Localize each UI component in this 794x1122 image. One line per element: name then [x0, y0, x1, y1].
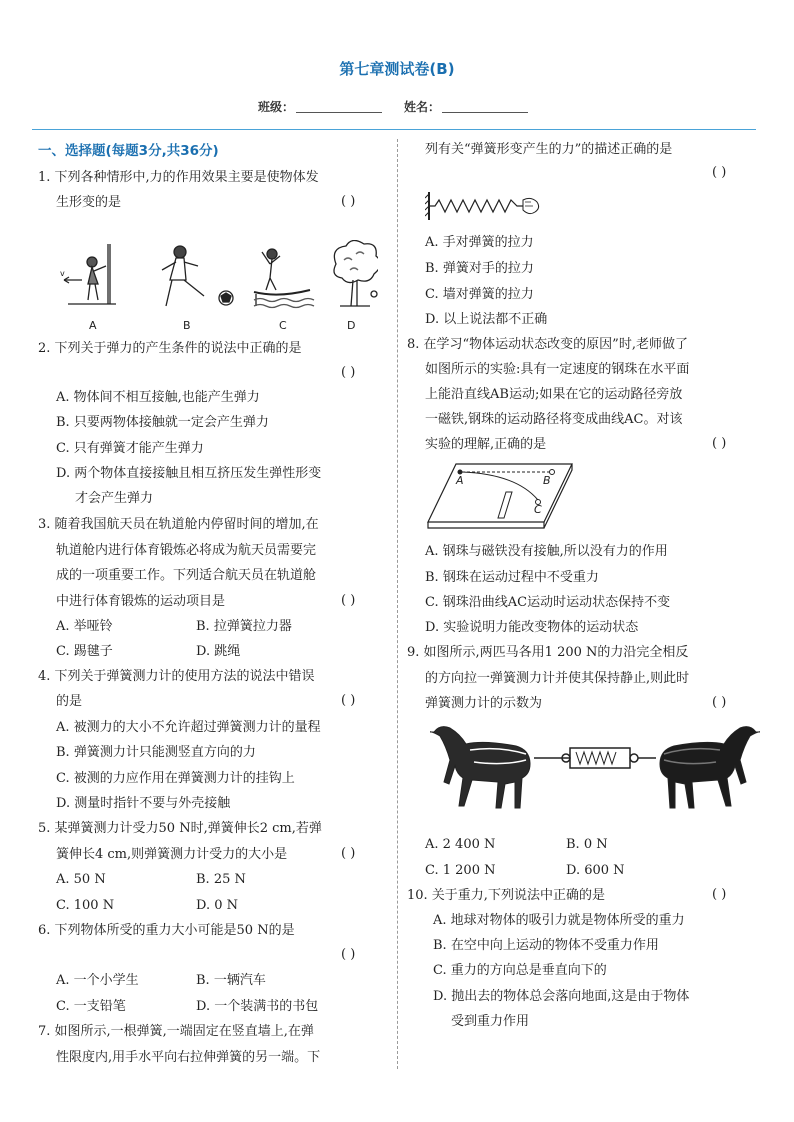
- q8-fig-label-b: B: [543, 474, 551, 487]
- q4-stem-line1: 4. 下列关于弹簧测力计的使用方法的说法中错误: [38, 669, 315, 684]
- q8-stem-line3: 上能沿直线AB运动;如果在它的运动路径旁放: [425, 387, 683, 402]
- q5-stem-line2: 簧伸长4 cm,则弹簧测力计受力的大小是: [56, 847, 288, 862]
- q1-stem-line2: 生形变的是: [56, 195, 122, 210]
- q10-option-c: C. 重力的方向总是垂直向下的: [433, 963, 607, 978]
- q1-answer-paren: ( ): [341, 194, 356, 209]
- q2-option-d-line2: 才会产生弹力: [75, 491, 154, 506]
- q9-figure-horses: [430, 722, 760, 820]
- q3-answer-paren: ( ): [341, 593, 356, 608]
- class-blank[interactable]: [296, 100, 382, 113]
- q3-stem-line2: 轨道舱内进行体育锻炼必将成为航天员需要完: [56, 543, 317, 558]
- q8-fig-label-a: A: [456, 474, 464, 487]
- header-divider: [32, 129, 756, 130]
- q7-figure-spring: [425, 190, 545, 222]
- q4-answer-paren: ( ): [341, 693, 356, 708]
- q8-option-b: B. 钢珠在运动过程中不受重力: [425, 570, 599, 585]
- q8-stem-line1: 8. 在学习“物体运动状态改变的原因”时,老师做了: [407, 337, 688, 352]
- q6-stem: 6. 下列物体所受的重力大小可能是50 N的是: [38, 923, 295, 938]
- q1-figure: [58, 240, 378, 320]
- figure-c-diver: [254, 249, 314, 308]
- figure-a-v-label: v: [60, 269, 65, 278]
- name-field: [404, 98, 528, 115]
- page-title: 第七章测试卷(B): [339, 60, 455, 78]
- q3-stem-line1: 3. 随着我国航天员在轨道舱内停留时间的增加,在: [38, 517, 319, 532]
- q3-option-a: A. 举哑铃: [56, 619, 113, 634]
- q10-option-a: A. 地球对物体的吸引力就是物体所受的重力: [433, 913, 685, 928]
- q5-option-b: B. 25 N: [196, 872, 246, 887]
- figure-b-kicker: [162, 246, 233, 306]
- q8-option-a: A. 钢珠与磁铁没有接触,所以没有力的作用: [425, 544, 668, 559]
- q5-option-d: D. 0 N: [196, 898, 239, 913]
- q9-answer-paren: ( ): [712, 695, 727, 710]
- q6-option-a: A. 一个小学生: [56, 973, 139, 988]
- q9-option-c: C. 1 200 N: [425, 863, 496, 878]
- q3-stem-line3: 成的一项重要工作。下列适合航天员在轨道舱: [56, 568, 317, 583]
- column-divider: [397, 139, 398, 1069]
- q7-option-d: D. 以上说法都不正确: [425, 312, 548, 327]
- q8-stem-line5: 实验的理解,正确的是: [425, 437, 547, 452]
- q3-option-d: D. 跳绳: [196, 644, 241, 659]
- q4-option-b: B. 弹簧测力计只能测竖直方向的力: [56, 745, 256, 760]
- name-blank[interactable]: [442, 100, 528, 113]
- q6-option-c: C. 一支铅笔: [56, 999, 126, 1014]
- q7-answer-paren: ( ): [712, 165, 727, 180]
- q1-label-d: D: [347, 319, 356, 332]
- q10-stem: 10. 关于重力,下列说法中正确的是: [407, 888, 605, 903]
- q1-label-c: C: [279, 319, 287, 332]
- q8-answer-paren: ( ): [712, 436, 727, 451]
- q3-option-b: B. 拉弹簧拉力器: [196, 619, 292, 634]
- q1-label-b: B: [183, 319, 191, 332]
- q7-option-a: A. 手对弹簧的拉力: [425, 235, 534, 250]
- class-label: 班级：: [258, 100, 295, 114]
- q7-option-b: B. 弹簧对手的拉力: [425, 261, 534, 276]
- q5-option-a: A. 50 N: [56, 872, 106, 887]
- q4-option-d: D. 测量时指针不要与外壳接触: [56, 796, 231, 811]
- class-field: [258, 98, 382, 115]
- q2-option-a: A. 物体间不相互接触,也能产生弹力: [56, 390, 260, 405]
- q6-answer-paren: ( ): [341, 947, 356, 962]
- q7-option-c: C. 墙对弹簧的拉力: [425, 287, 534, 302]
- q7-stem-line1: 7. 如图所示,一根弹簧,一端固定在竖直墙上,在弹: [38, 1024, 314, 1039]
- figure-a-girl-wall: [64, 244, 116, 304]
- figure-d-tree: [334, 240, 378, 306]
- q7-stem-line3: 列有关“弹簧形变产生的力”的描述正确的是: [425, 142, 673, 157]
- q8-stem-line2: 如图所示的实验:具有一定速度的钢珠在水平面: [425, 362, 690, 377]
- q9-stem-line3: 弹簧测力计的示数为: [425, 696, 543, 711]
- q10-option-d-line1: D. 抛出去的物体总会落向地面,这是由于物体: [433, 989, 690, 1004]
- q5-answer-paren: ( ): [341, 846, 356, 861]
- q6-option-d: D. 一个装满书的书包: [196, 999, 319, 1014]
- q9-option-d: D. 600 N: [566, 863, 625, 878]
- q2-option-c: C. 只有弹簧才能产生弹力: [56, 441, 204, 456]
- q2-answer-paren: ( ): [341, 365, 356, 380]
- q8-option-d: D. 实验说明力能改变物体的运动状态: [425, 620, 639, 635]
- q8-fig-label-c: C: [534, 503, 542, 516]
- q9-option-a: A. 2 400 N: [425, 837, 496, 852]
- q5-option-c: C. 100 N: [56, 898, 115, 913]
- q8-stem-line4: 一磁铁,钢珠的运动路径将变成曲线AC。对该: [425, 412, 683, 427]
- q9-stem-line1: 9. 如图所示,两匹马各用1 200 N的力沿完全相反: [407, 645, 689, 660]
- q4-option-c: C. 被测的力应作用在弹簧测力计的挂钩上: [56, 771, 295, 786]
- q10-option-b: B. 在空中向上运动的物体不受重力作用: [433, 938, 659, 953]
- q9-option-b: B. 0 N: [566, 837, 608, 852]
- q1-stem-line1: 1. 下列各种情形中,力的作用效果主要是使物体发: [38, 170, 319, 185]
- q3-stem-line4: 中进行体育锻炼的运动项目是: [56, 594, 226, 609]
- q9-stem-line2: 的方向拉一弹簧测力计并使其保持静止,则此时: [425, 671, 690, 686]
- q4-stem-line2: 的是: [56, 694, 83, 709]
- q10-answer-paren: ( ): [712, 887, 727, 902]
- q4-option-a: A. 被测力的大小不允许超过弹簧测力计的量程: [56, 720, 321, 735]
- q7-stem-line2: 性限度内,用手水平向右拉伸弹簧的另一端。下: [56, 1050, 321, 1065]
- q3-option-c: C. 踢毽子: [56, 644, 113, 659]
- name-label: 姓名：: [404, 100, 441, 114]
- q5-stem-line1: 5. 某弹簧测力计受力50 N时,弹簧伸长2 cm,若弹: [38, 821, 322, 836]
- q1-label-a: A: [89, 319, 97, 332]
- section-heading: 一、选择题(每题3分,共36分): [38, 143, 219, 159]
- q8-option-c: C. 钢珠沿曲线AC运动时运动状态保持不变: [425, 595, 671, 610]
- q6-option-b: B. 一辆汽车: [196, 973, 266, 988]
- q2-option-d-line1: D. 两个物体直接接触且相互挤压发生弹性形变: [56, 466, 322, 481]
- q8-figure-magnet-track: [426, 460, 576, 536]
- q2-option-b: B. 只要两物体接触就一定会产生弹力: [56, 415, 269, 430]
- q2-stem: 2. 下列关于弹力的产生条件的说法中正确的是: [38, 341, 302, 356]
- q10-option-d-line2: 受到重力作用: [451, 1014, 530, 1029]
